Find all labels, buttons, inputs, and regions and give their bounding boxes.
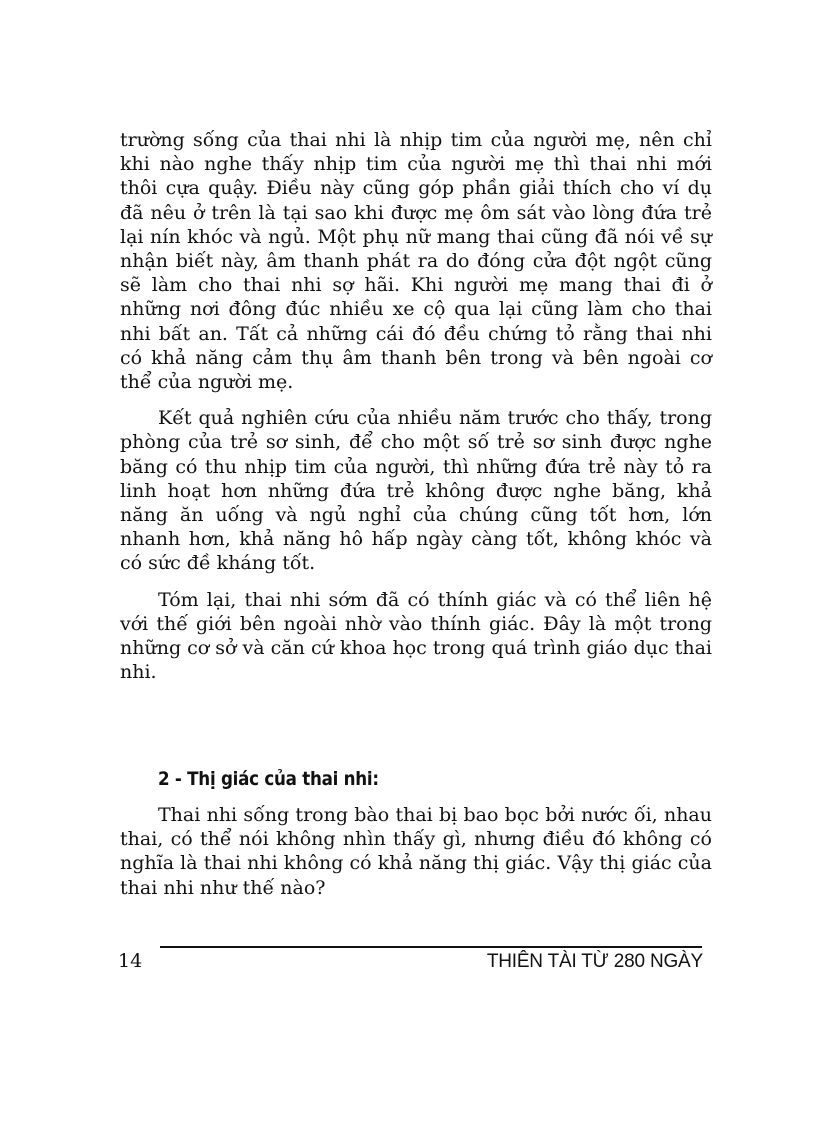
section-heading: 2 - Thị giác của thai nhi: — [158, 768, 379, 790]
section-body — [120, 803, 712, 912]
paragraph-summary: Tóm lại, thai nhi sớm đã có thính giác và có thể liên hệ với thế giới bên ngoài nhờ vào thính giác. Đây là một trong những cơ sở và căn cứ khoa học trong quá trình giáo dục thai nhi. — [120, 588, 712, 684]
footer-rule — [160, 946, 702, 948]
page-number: 14 — [118, 950, 143, 972]
running-title: THIÊN TÀI TỪ 280 NGÀY — [486, 951, 703, 972]
paragraph-continued: trường sống của thai nhi là nhịp tim của người mẹ, nên chỉ khi nào nghe thấy nhịp tim của người mẹ thì thai nhi mới thôi cựa quậy. Điều này cũng góp phần giải thích cho ví dụ đã nêu ở trên là tại sao khi được mẹ ôm sát vào lòng đứa trẻ lại nín khóc và ngủ. Một phụ nữ mang thai cũng đã nói về sự nhận biết này, âm thanh phát ra do đóng cửa đột ngột cũng sẽ làm cho thai nhi sợ hãi. Khi người mẹ mang thai đi ở những nơi đông đúc nhiều xe cộ qua lại cũng làm cho thai nhi bất an. Tất cả những cái đó đều chứng tỏ rằng thai nhi có khả năng cảm thụ âm thanh bên trong và bên ngoài cơ thể của người mẹ. — [120, 129, 712, 394]
paragraph-research: Kết quả nghiên cứu của nhiều năm trước cho thấy, trong phòng của trẻ sơ sinh, để cho một số trẻ sơ sinh được nghe băng có thu nhịp tim của người, thì những đứa trẻ này tỏ ra linh hoạt hơn những đứa trẻ không được nghe băng, khả năng ăn uống và ngủ nghỉ của chúng cũng tốt hơn, lớn nhanh hơn, khả năng hô hấp ngày càng tốt, không khóc và có sức đề kháng tốt. — [120, 407, 712, 575]
paragraph-vision: Thai nhi sống trong bào thai bị bao bọc bởi nước ối, nhau thai, có thể nói không nhìn thấy gì, nhưng điều đó không có nghĩa là thai nhi không có khả năng thị giác. Vậy thị giác của thai nhi như thế nào? — [120, 804, 712, 899]
body-text — [120, 128, 712, 696]
